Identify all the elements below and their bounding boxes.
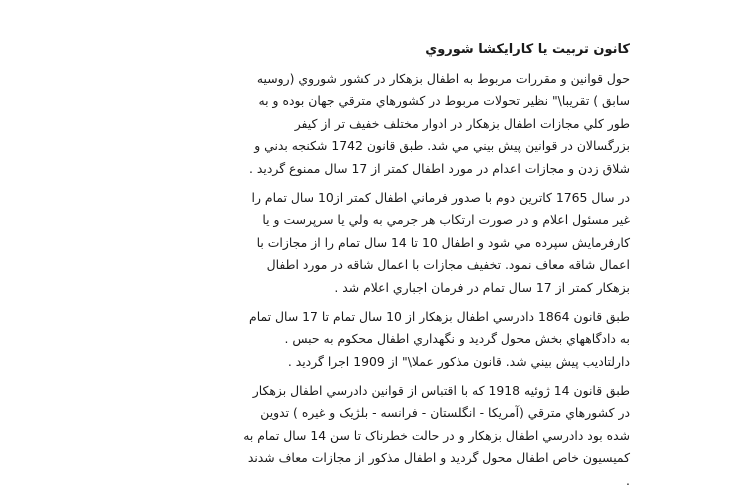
text-line: دارلتاديب پيش بيني شد. قانون مذکور عملا\" از 1909 اجرا گرديد . bbox=[287, 353, 630, 369]
text-line: طور کلي مجازات اطفال بزهکار در ادوار مختلف خفيف تر از کيفر bbox=[294, 115, 630, 131]
text-line: در کشورهاي مترقي (آمريکا - انگلستان - فرانسه - بلژيک و غيره ) تدوين bbox=[260, 405, 630, 421]
text-line: غير مسئول اعلام و در صورت ارتکاب هر جرمي به ولي يا سرپرست و يا bbox=[262, 212, 630, 228]
paragraph-2 bbox=[118, 187, 630, 299]
text-line: سابق ) تقريبا\" نظير تحولات مربوط در کشورهاي مترقي جهان بوده و به bbox=[258, 93, 630, 109]
text-line: شلاق زدن و مجازات اعدام در مورد اطفال کمتر از 17 سال ممنوع گرديد . bbox=[249, 160, 630, 176]
text-line: بزهکار کمتر از 17 سال تمام در فرمان اجباري اعلام شد . bbox=[334, 279, 630, 295]
paragraph-3 bbox=[118, 306, 630, 373]
text-line: طبق قانون 14 ژوئيه 1918 که با اقتباس از قوانين دادرسي اطفال بزهکار bbox=[252, 383, 630, 399]
text-line: . bbox=[626, 472, 630, 488]
document-title: کانون تربيت يا کارايکشا شوروي bbox=[425, 42, 630, 57]
text-line: کارفرمايش سپرده مي شود و اطفال 10 تا 14 سال تمام را از مجازات با bbox=[256, 234, 630, 250]
text-line: طبق قانون 1864 دادرسي اطفال بزهکار از 10 سال تمام تا 17 سال تمام bbox=[249, 308, 630, 324]
document-body bbox=[118, 40, 630, 499]
paragraph-4 bbox=[118, 380, 630, 492]
text-line: در سال 1765 کاترين دوم با صدور فرماني اطفال کمتر از10 سال تمام را bbox=[251, 189, 630, 205]
text-line: به دادگاههاي بخش محول گرديد و نگهداري اطفال محکوم به حبس . bbox=[284, 331, 630, 347]
text-line: بزرگسالان در قوانين پيش بيني مي شد. طبق قانون 1742 شکنجه بدني و bbox=[254, 138, 630, 154]
paragraph-1 bbox=[118, 68, 630, 180]
text-line: کميسيون خاص اطفال محول گرديد و اطفال مذکور از مجازات معاف شدند bbox=[247, 450, 630, 466]
text-line: حول قوانين و مقررات مربوط به اطفال بزهکار در کشور شوروي (روسيه bbox=[256, 71, 630, 86]
text-line: شده بود دادرسي اطفال بزهکار و در حالت خطرناک تا سن 14 سال تمام به bbox=[243, 427, 630, 443]
text-line: اعمال شاقه معاف نمود. تخفيف مجازات با اعمال شاقه در مورد اطفال bbox=[266, 257, 630, 273]
